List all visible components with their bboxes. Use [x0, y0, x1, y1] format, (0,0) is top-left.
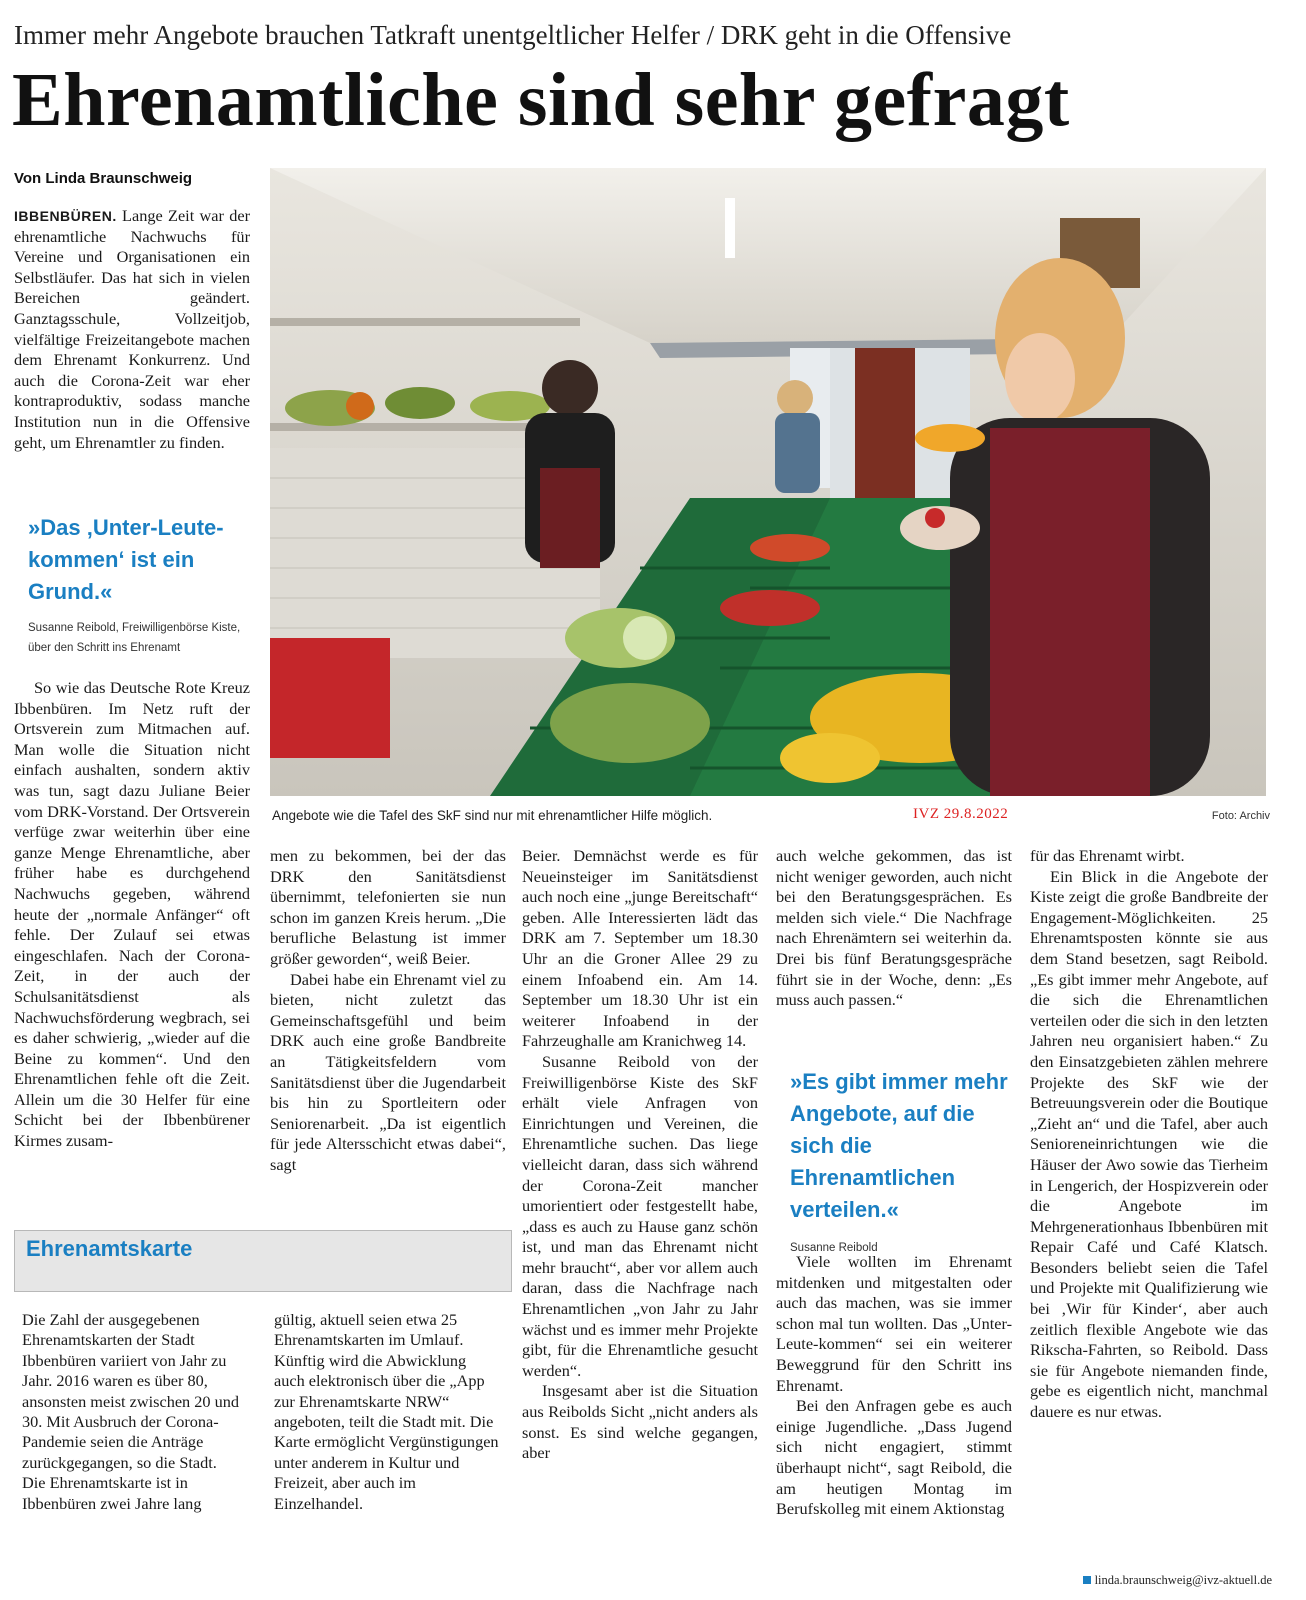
infobox-column-2: gültig, aktuell seien etwa 25 Ehrenamtskarten im Umlauf. Künftig wird die Abwicklung auch elektronisch über die „App zur Ehrenamtskarte NRW“ angeboten, teilt die Stadt mit. Die Karte ermöglicht Vergünstigungen unter anderem in Kultur und Freizeit, aber auch im Einzelhandel.	[274, 1310, 499, 1513]
article-column-3	[522, 846, 758, 1464]
column-4-paragraph-2: Viele wollten im Ehrenamt mitdenken und mitgestalten oder auch das machen, was sie immer schon mal tun wollten. Das „Unter-Leute-kommen“ sei ein weiterer Beweggrund für den Schritt ins Ehrenamt.	[776, 1252, 1012, 1395]
infobox-title: Ehrenamtskarte	[26, 1236, 193, 1261]
volunteer-left-head	[542, 360, 598, 416]
dateline: IBBENBÜREN.	[14, 208, 117, 224]
pull-quote-2-source: Susanne Reibold	[790, 1242, 878, 1254]
article-column-1	[14, 678, 250, 1152]
column-1-text: So wie das Deutsche Rote Kreuz Ibbenbüren. Im Netz ruft der Ortsverein zum Mitmachen auf. Man wolle die Situation nicht einfach aushalten, sondern aktiv was tun, sagt dazu Juliane Beier vom DRK-Vorstand. Der Ortsverein verfüge zwar weiterhin über eine ganze Menge Ehrenamtliche, aber früher habe es durchgehend Nachwuchs gegeben, während heute der „normale Anfänger“ oft fehle. Der Zulauf sei etwas eingeschlafen. Nach der Corona-Zeit, in der auch der Schulsanitätsdienst als Nachwuchsförderung wegbrach, sei es daher schwierig, „wieder auf die Beine zu kommen“. Und den Ehrenamtlichen fehle oft die Zeit. Allein um die 30 Helfer für eine Schicht bei der Ibbenbürener Kirmes zusam-	[14, 678, 250, 1151]
pull-quote-2	[790, 1066, 1016, 1258]
infobox-column-1: Die Zahl der ausgegebenen Ehrenamtskarten der Stadt Ibbenbüren variiert von Jahr zu Jahr. 2016 waren es über 80, ansonsten meist zwischen 20 und 30. Mit Ausbruch der Corona-Pandemie seien die Anträge zurückgegangen, so die Stadt. Die Ehrenamtskarte ist in Ibbenbüren zwei Jahre lang	[22, 1310, 240, 1513]
pull-quote-1-source-line1: Susanne Reibold, Freiwilligenbörse Kiste,	[28, 622, 241, 634]
pull-quote-1-text: »Das ‚Unter-Leute-kommen‘ ist ein Grund.«	[28, 515, 224, 604]
photo-credit: Foto: Archiv	[1211, 810, 1270, 822]
column-5-paragraph-2: Ein Blick in die Angebote der Kiste zeigt die große Bandbreite der Engagement-Möglichkeiten. 25 Ehrenamtsposten könnte sie aus dem Stand besetzen, sagt Reibold. „Es gibt immer mehr Angebote, auf die sich die Ehrenamtlichen verteilen oder die sich in den letzten Jahren neu organisiert haben.“ Zu den Einsatzgebieten zählen mehrere Projekte des SkF wie der Betreuungsverein oder die Boutique „Zieht an“ und die Tafel, aber auch Senioreneinrichtungen wie die Häuser der Awo sowie das Tierheim in Lengerich, der Hospizverein oder die Angebote im Mehrgenerationhaus Ibbenbüren mit Repair Café und Café Klatsch. Besonders beliebt seien die Tafel und Projekte mit Qualifizierung wie bei ‚Wir für Kinder‘, aber auch zeitlich flexible Angebote wie das Rikscha-Fahrten, so Reibold. Dass sie für Angebote niemanden finde, gebe es eigentlich nicht, manchmal dauere es nur etwas.	[1030, 866, 1268, 1422]
intro-text: Lange Zeit war der ehrenamtliche Nachwuchs für Vereine und Organisationen ein Selbstläufer. Das hat sich in vielen Bereichen geändert. Ganztagsschule, Vollzeitjob, vielfältige Freizeitangebote machen dem Ehrenamt Konkurrenz. Und auch die Corona-Zeit war eher kontraproduktiv, sodass manche Institution nun in die Offensive geht, um Ehrenamtler zu finden.	[14, 206, 250, 452]
column-5-paragraph-1: für das Ehrenamt wirbt.	[1030, 846, 1185, 865]
shelf-upper	[270, 318, 580, 326]
article-column-4-bottom	[776, 1252, 1012, 1520]
article-headline: Ehrenamtliche sind sehr gefragt	[12, 58, 1070, 142]
column-3-paragraph-1: Beier. Demnächst werde es für Neueinsteiger im Sanitätsdienst auch noch eine „junge Bereitschaft“ geben. Alle Interessierten lädt das DRK am 7. September um 18.30 Uhr an die Groner Allee 29 zu einem Infoabend ein. Am 14. September um 18.30 Uhr ist ein weiterer Infoabend in der Fahrzeughalle am Kranichweg 14.	[522, 846, 758, 1051]
article-kicker: Immer mehr Angebote brauchen Tatkraft unentgeltlicher Helfer / DRK geht in die Offensive	[14, 20, 1012, 50]
volunteer-middle-head	[777, 380, 813, 416]
column-4-paragraph-1: auch welche gekommen, das ist nicht weniger geworden, auch nicht bei den Beratungsgesprächen. Es melden sich viele.“ Die Nachfrage nach Ehrenämtern sei weiterhin da. Drei bis fünf Beratungsgespräche führt sie in der Woche, denn: „Es muss auch passen.“	[776, 846, 1012, 1010]
column-4-paragraph-3: Bei den Anfragen gebe es auch einige Jugendliche. „Dass Jugend sich nicht engagiert, stimmt überhaupt nicht“, sagt Reibold, die am heutigen Montag im Berufskolleg mit einem Aktionstag	[776, 1396, 1012, 1519]
article-photo	[270, 168, 1266, 796]
pull-quote-1-source-line2: über den Schritt ins Ehrenamt	[28, 642, 181, 654]
column-2-paragraph-2: Dabei habe ein Ehrenamt viel zu bieten, nicht zuletzt das Gemeinschaftsgefühl und beim DRK auch eine große Bandbreite an Tätigkeitsfeldern vom Sanitätsdienst über die Jugendarbeit bis hin zu Sportleitern oder Seniorenarbeit. „Da ist eigentlich für jede Altersschicht etwas dabei“, sagt	[270, 969, 506, 1174]
column-2-paragraph-1: men zu bekommen, bei der das DRK den Sanitätsdienst übernimmt, telefonierten sie nun schon im ganzen Kreis herum. „Die berufliche Belastung ist immer größer geworden“, weiß Beier.	[270, 846, 506, 968]
article-column-2	[270, 846, 506, 1176]
author-email-text: linda.braunschweig@ivz-aktuell.de	[1094, 1573, 1272, 1587]
issue-stamp: IVZ 29.8.2022	[913, 806, 1009, 822]
article-column-5	[1030, 846, 1268, 1423]
author-email	[1062, 1573, 1272, 1588]
pull-quote-2-text: »Es gibt immer mehr Angebote, auf die sich die Ehrenamtlichen verteilen.«	[790, 1069, 1008, 1222]
article-column-4-top	[776, 846, 1012, 1011]
article-byline: Von Linda Braunschweig	[14, 170, 193, 187]
email-marker-icon	[1083, 1576, 1091, 1584]
pull-quote-1	[28, 512, 248, 658]
food-bank-photo-illustration	[270, 168, 1266, 796]
column-3-paragraph-3: Insgesamt aber ist die Situation aus Reibolds Sicht „nicht anders als sonst. Es sind welche gegangen, aber	[522, 1381, 758, 1463]
photo-caption: Angebote wie die Tafel des SkF sind nur mit ehrenamtlicher Hilfe möglich.	[272, 808, 713, 823]
volunteer-right-apron	[990, 428, 1150, 796]
ceiling-lamp	[725, 198, 735, 258]
red-crate	[270, 638, 390, 758]
article-intro	[14, 206, 250, 453]
column-3-paragraph-2: Susanne Reibold von der Freiwilligenbörse Kiste des SkF erhält viele Anfragen von Einrichtungen und Vereinen, die Ehrenamtliche suchen. Das liege vielleicht daran, dass sich während der Corona-Zeit mancher umorientiert oder festgestellt habe, „dass es auch zu Hause ganz schön ist, und man das Ehrenamt nicht mehr braucht“, aber vor allem auch daran, dass die Nachfrage nach Ehrenamtlichen „von Jahr zu Jahr wächst und es immer mehr Projekte gibt, für die Ehrenamtliche gesucht werden“.	[522, 1051, 758, 1380]
